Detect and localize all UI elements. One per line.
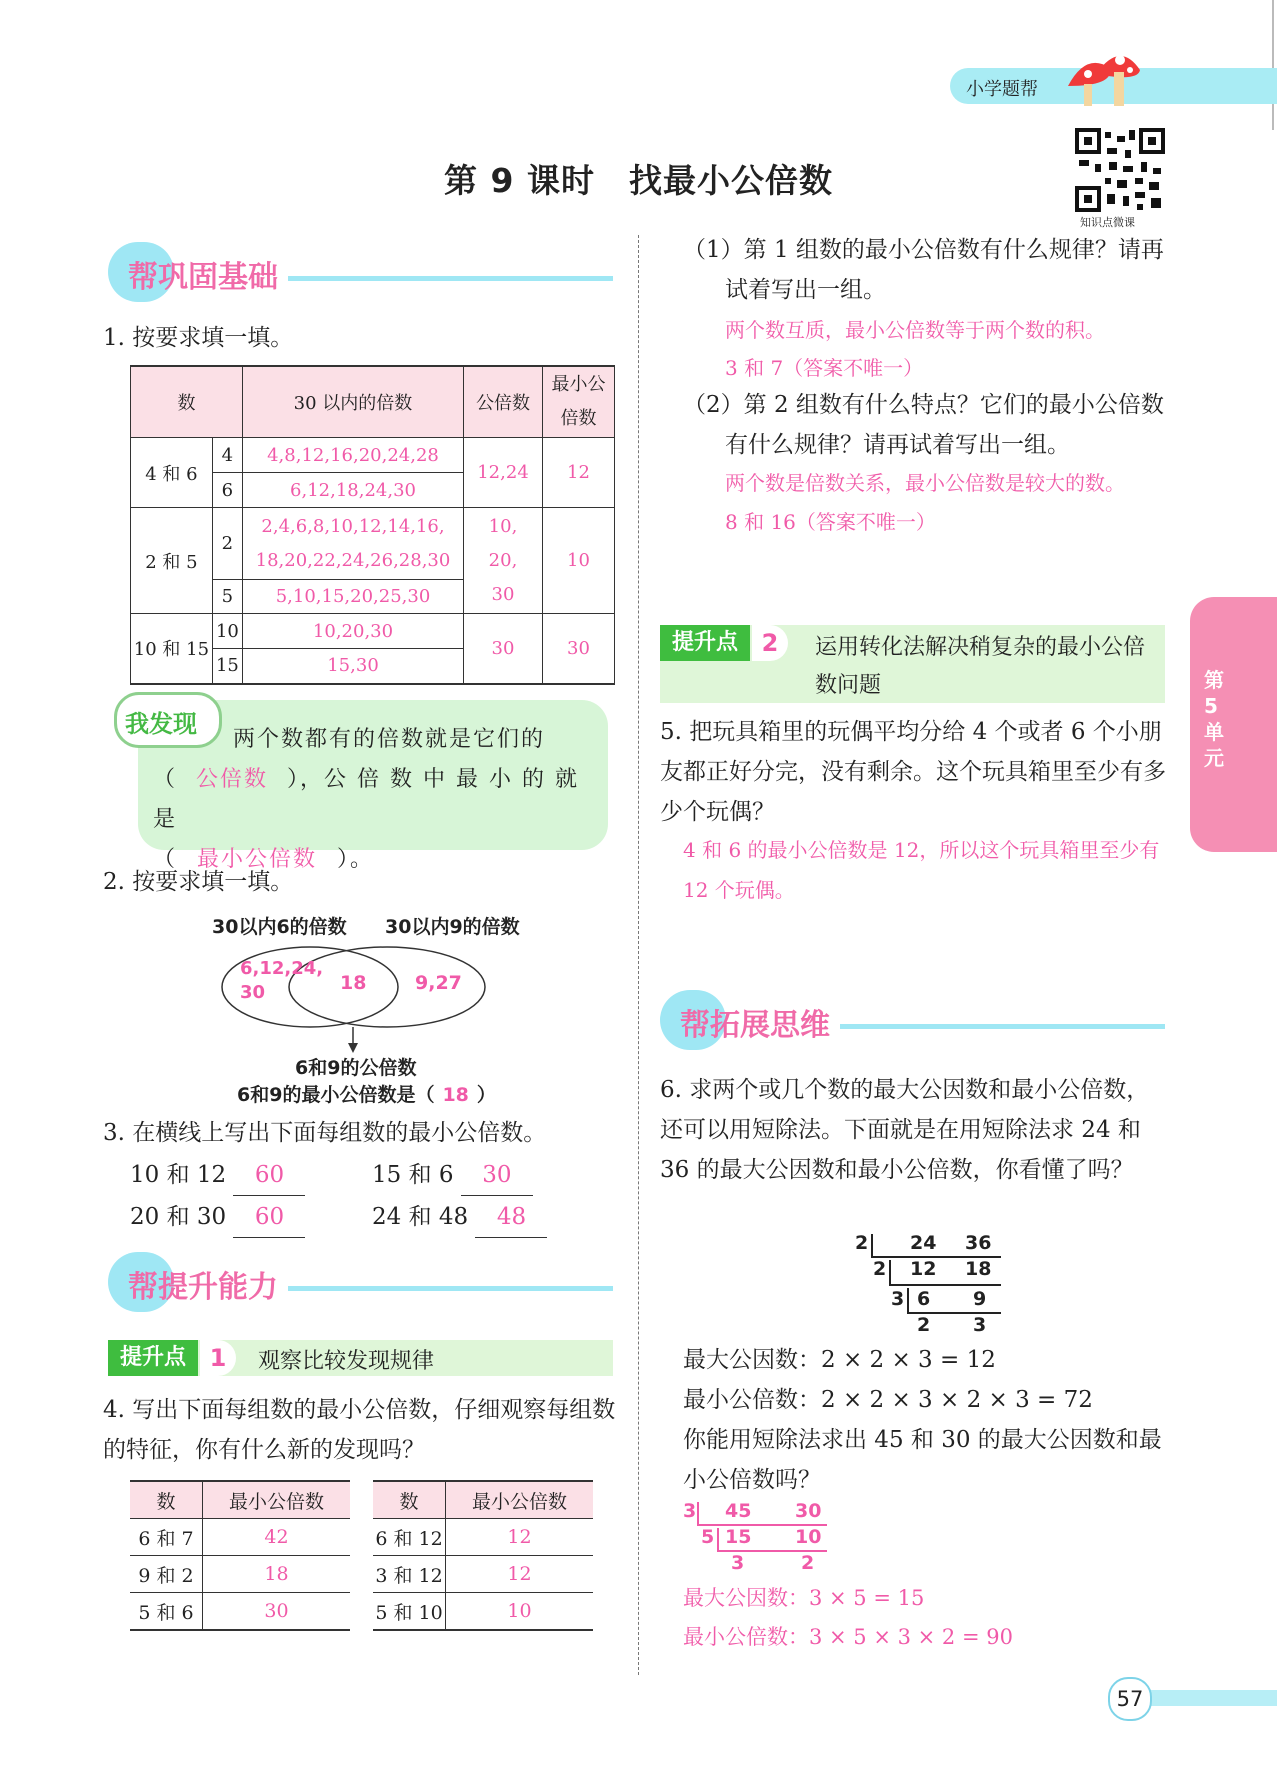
q1-multiples: 15,30 [243,649,464,684]
gcd-line: 最大公因数：2 × 2 × 3 = 12 [683,1347,996,1373]
q1-header-common: 公倍数 [464,366,543,438]
venn-left-label: 30以内6的倍数 [212,916,347,938]
q1-pair: 2 和 5 [131,508,213,614]
q1-n: 6 [212,473,242,508]
point1-text: 观察比较发现规律 [258,1349,435,1374]
q4-1-answer1: 两个数互质，最小公倍数等于两个数的积。 [725,318,1105,342]
lcm-line: 最小公倍数：2 × 2 × 3 × 2 × 3 = 72 [683,1387,1093,1413]
answer-gcd: 最大公因数：3 × 5 = 15 [683,1586,925,1610]
point2-text: 运用转化法解决稍复杂的最小公倍数问题 [815,635,1146,698]
venn-caption1: 6和9的公倍数 [295,1057,417,1079]
page-number-bar [1130,1690,1277,1706]
q1-lcm: 10 [543,508,615,614]
q4-1-answer2: 3 和 7（答案不唯一） [725,356,924,380]
unit-tab-label: 第5单元 [1204,668,1224,770]
q3-answer: 48 [475,1197,547,1238]
q1-n: 4 [212,438,242,473]
q4-2-answer2: 8 和 16（答案不唯一） [725,510,936,534]
mushroom-icon [1058,44,1142,114]
point2-bar [660,625,1165,703]
q1-header-lcm: 最小公倍数 [543,366,615,438]
q1-lcm: 30 [543,614,615,684]
q1-multiples: 5,10,15,20,25,30 [243,580,464,614]
q1-n: 5 [212,580,242,614]
venn-lcm-answer: 18 [442,1084,469,1106]
q3-prompt: 3. 在横线上写出下面每组数的最小公倍数。 [103,1120,547,1146]
q3-item: 10 和 12 60 [130,1155,305,1196]
qr-caption: 知识点微课 [1080,216,1135,229]
q1-pair: 10 和 15 [131,614,213,684]
q3-item: 24 和 48 48 [372,1197,547,1238]
venn-left-only: 6,12,24, 30 [240,958,324,1003]
q1-multiples: 10,20,30 [243,614,464,649]
section-basics [108,242,613,302]
unit-tab [1190,597,1277,852]
q2-prompt: 2. 按要求填一填。 [103,869,294,895]
q3-answer: 30 [461,1155,533,1196]
point2-badge: 提升点 [660,625,750,661]
page-number: 57 [1108,1677,1152,1721]
discover-text: 两个数都有的倍数就是它们的 （ 公倍数 ），公 倍 数 中 最 小 的 就 是 （ 最小公倍数 ）。 [153,720,593,880]
q3-item: 20 和 30 60 [130,1197,305,1238]
section-expand-title: 帮拓展思维 [680,1008,830,1043]
q1-multiples: 2,4,6,8,10,12,14,16, 18,20,22,24,26,28,30 [243,508,464,580]
discover-answer2: 最小公倍数 [197,847,318,872]
q6-ask: 你能用短除法求出 45 和 30 的最大公因数和最小公倍数吗？ [683,1427,1162,1493]
q4-prompt: 4. 写出下面每组数的最小公倍数，仔细观察每组数的特征，你有什么新的发现吗？ [103,1397,616,1463]
venn-caption2: 6和9的最小公倍数是（ 18 ） [237,1084,496,1106]
section-expand [660,990,1165,1050]
q1-header-multiples: 30 以内的倍数 [243,366,464,438]
short-division-example: 2 24 36 2 12 18 3 6 9 2 3 [855,1232,1005,1338]
q1-n: 10 [212,614,242,649]
answer-lcm: 最小公倍数：3 × 5 × 3 × 2 = 90 [683,1625,1013,1649]
q1-multiples: 6,12,18,24,30 [243,473,464,508]
section-ability [108,1252,613,1312]
q1-n: 15 [212,649,242,684]
discover-answer1: 公倍数 [196,767,269,792]
q3-answer: 60 [233,1155,305,1196]
short-division-answer: 3 45 30 5 15 10 3 2 [683,1500,833,1576]
q4-2-answer1: 两个数是倍数关系，最小公倍数是较大的数。 [725,471,1125,495]
discover-box [125,700,608,872]
q1-common: 30 [464,614,543,684]
q1-common: 12,24 [464,438,543,508]
point2-num: 2 [752,625,788,661]
q1-header-number: 数 [131,366,243,438]
venn-right-label: 30以内9的倍数 [385,916,520,938]
q1-prompt: 1. 按要求填一填。 [103,325,294,351]
page-title: 第 9 课时 找最小公倍数 [444,161,833,200]
section-basics-title: 帮巩固基础 [128,260,278,295]
q4-table-right: 数 最小公倍数 6 和 12 12 3 和 12 12 5 和 10 10 [373,1480,593,1631]
column-divider [638,235,639,1675]
q6-prompt: 6. 求两个或几个数的最大公因数和最小公倍数，还可以用短除法。下面就是在用短除法求 24 和 36 的最大公因数和最小公倍数，你看懂了吗？ [660,1077,1150,1183]
q1-multiples: 4,8,12,16,20,24,28 [243,438,464,473]
section-ability-title: 帮提升能力 [128,1270,278,1305]
q4-1: （1）第 1 组数的最小公倍数有什么规律？请再试着写出一组。 [683,237,1164,303]
q1-lcm: 12 [543,438,615,508]
q3-item: 15 和 6 30 [372,1155,533,1196]
point1-num: 1 [200,1340,236,1376]
venn-both: 18 [340,972,367,994]
q1-n: 2 [212,508,242,580]
q5-prompt: 5. 把玩具箱里的玩偶平均分给 4 个或者 6 个小朋友都正好分完，没有剩余。这个玩具箱里至少有多少个玩偶？ [660,719,1166,825]
q3-answer: 60 [233,1197,305,1238]
q1-pair: 4 和 6 [131,438,213,508]
q4-table-left: 数 最小公倍数 6 和 7 42 9 和 2 18 5 和 6 30 [130,1480,350,1631]
q5-answer: 4 和 6 的最小公倍数是 12，所以这个玩具箱里至少有 12 个玩偶。 [683,838,1160,902]
q4-2: （2）第 2 组数有什么特点？它们的最小公倍数有什么规律？请再试着写出一组。 [683,392,1164,458]
venn-right-only: 9,27 [415,972,462,994]
point1-badge: 提升点 [108,1340,198,1376]
q1-table [130,365,615,685]
header-tab-label: 小学题帮 [966,79,1038,100]
page-edge-line [1272,0,1274,130]
discover-badge: 我发现 [114,692,222,748]
q1-common: 10, 20, 30 [464,508,543,614]
point1-bar [108,1340,613,1376]
